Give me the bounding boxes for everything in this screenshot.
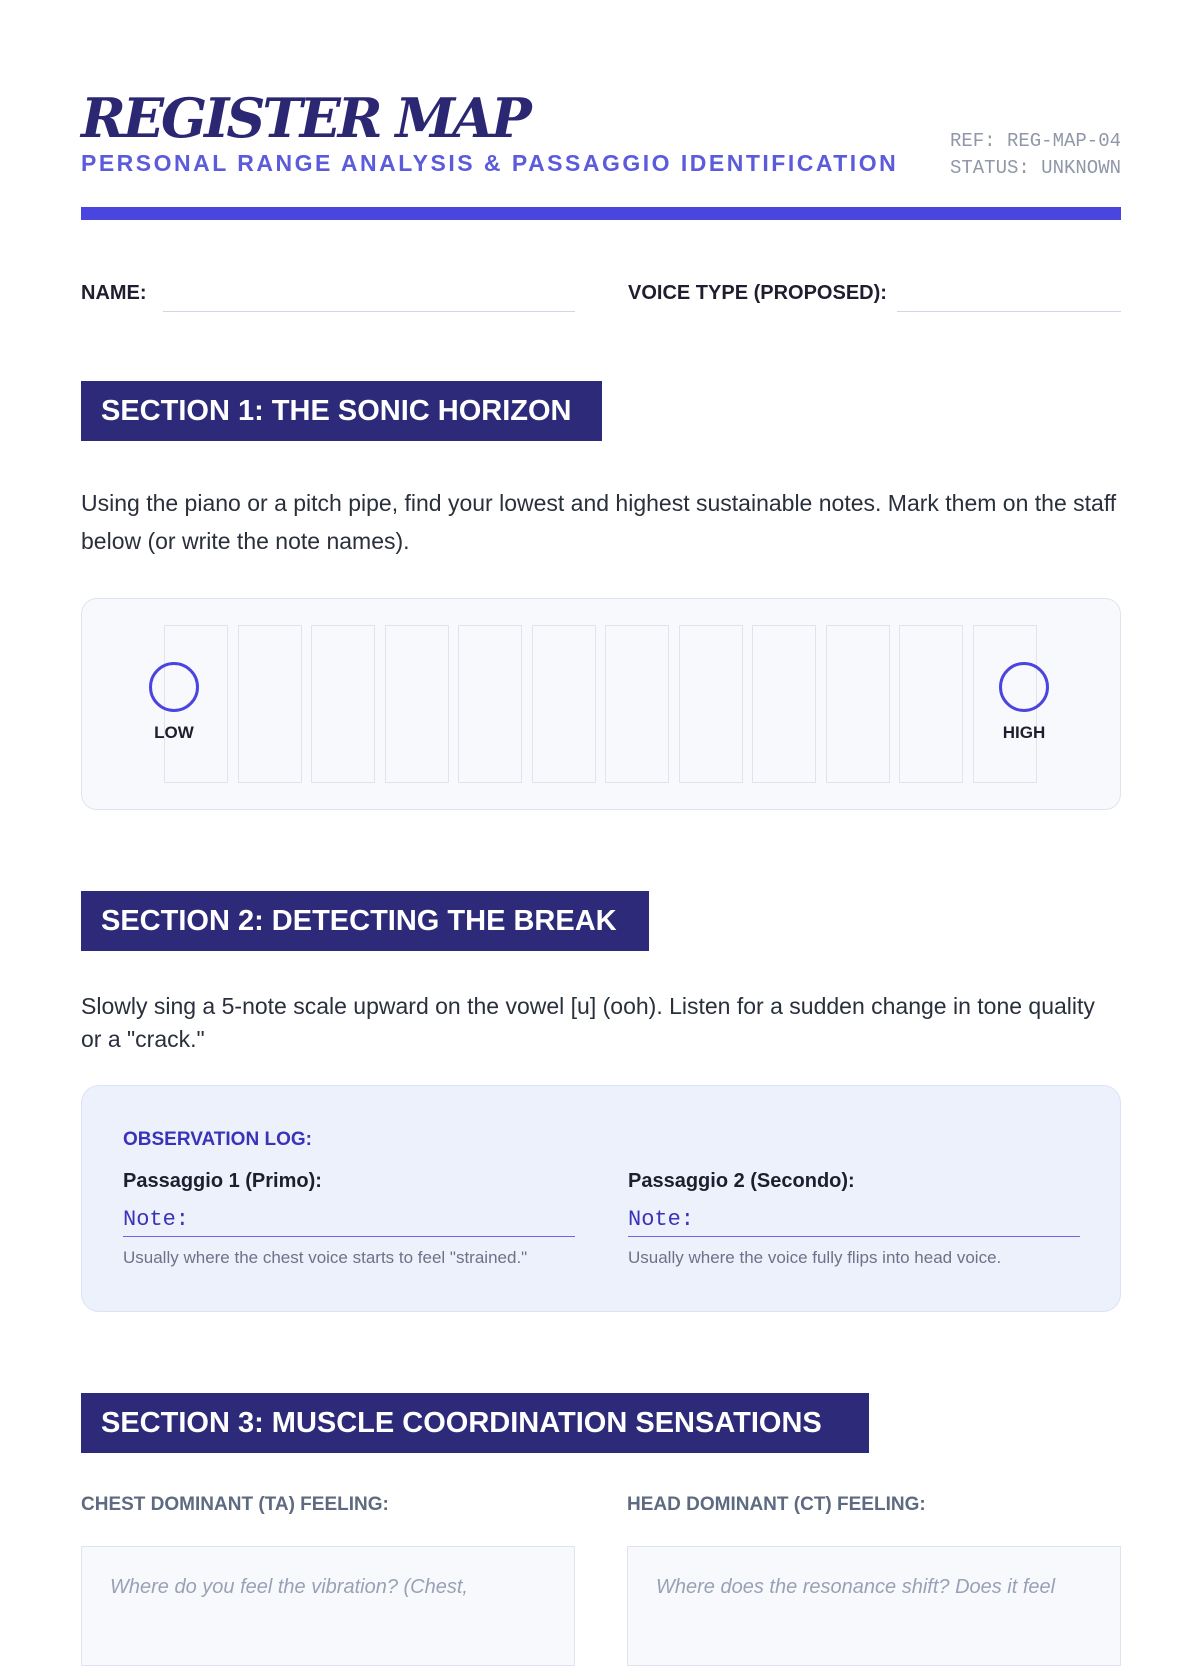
name-label: NAME: bbox=[81, 282, 147, 304]
section-1-instructions: Using the piano or a pitch pipe, find your lowest and highest sustainable notes. Mark them on the staff below (or write the note names). bbox=[81, 490, 1117, 554]
piano-key[interactable] bbox=[679, 625, 743, 783]
chest-feeling-input[interactable] bbox=[81, 1546, 575, 1666]
head-feeling-input[interactable] bbox=[627, 1546, 1121, 1666]
piano-key[interactable] bbox=[752, 625, 816, 783]
passaggio-1-label: Passaggio 1 (Primo): bbox=[123, 1170, 322, 1192]
passaggio-2-hint: Usually where the voice fully flips into head voice. bbox=[628, 1248, 1002, 1267]
high-note-label: HIGH bbox=[1002, 723, 1046, 742]
piano-key[interactable] bbox=[899, 625, 963, 783]
observation-log-title: OBSERVATION LOG: bbox=[123, 1129, 312, 1150]
low-note-marker[interactable] bbox=[149, 662, 199, 712]
section-1-heading: SECTION 1: THE SONIC HORIZON bbox=[81, 381, 602, 441]
passaggio-2-group bbox=[628, 1170, 1080, 1268]
worksheet-page bbox=[81, 0, 1121, 1600]
head-feeling-label: HEAD DOMINANT (CT) FEELING: bbox=[627, 1494, 926, 1515]
name-field[interactable] bbox=[163, 311, 575, 312]
observation-log bbox=[81, 1085, 1121, 1312]
status-text: STATUS: UNKNOWN bbox=[949, 157, 1121, 179]
voice-type-field[interactable] bbox=[897, 311, 1121, 312]
piano-key[interactable] bbox=[605, 625, 669, 783]
passaggio-1-group bbox=[123, 1170, 575, 1268]
page-title: REGISTER MAP bbox=[81, 86, 529, 150]
piano-key[interactable] bbox=[458, 625, 522, 783]
reference-code: REF: REG-MAP-04 bbox=[949, 130, 1121, 152]
chest-feeling-label: CHEST DOMINANT (TA) FEELING: bbox=[81, 1494, 389, 1515]
passaggio-2-label: Passaggio 2 (Secondo): bbox=[628, 1170, 855, 1192]
section-2-instructions: Slowly sing a 5-note scale upward on the vowel [u] (ooh). Listen for a sudden change in tone quality or a "crack." bbox=[81, 993, 1095, 1052]
piano-key[interactable] bbox=[532, 625, 596, 783]
passaggio-2-note-input[interactable] bbox=[628, 1203, 1080, 1237]
range-keyboard bbox=[81, 598, 1121, 810]
piano-key[interactable] bbox=[238, 625, 302, 783]
low-note-label: LOW bbox=[154, 723, 194, 742]
passaggio-1-note-input[interactable] bbox=[123, 1203, 575, 1237]
piano-key[interactable] bbox=[385, 625, 449, 783]
page-subtitle: PERSONAL RANGE ANALYSIS & PASSAGGIO IDENTIFICATION bbox=[81, 150, 899, 176]
header-divider bbox=[81, 207, 1121, 220]
reference-block bbox=[950, 128, 1121, 182]
high-note-marker[interactable] bbox=[999, 662, 1049, 712]
passaggio-1-hint: Usually where the chest voice starts to feel "strained." bbox=[123, 1248, 528, 1267]
piano-key[interactable] bbox=[311, 625, 375, 783]
voice-type-label: VOICE TYPE (PROPOSED): bbox=[628, 282, 887, 304]
section-3-heading: SECTION 3: MUSCLE COORDINATION SENSATIONS bbox=[81, 1393, 869, 1453]
section-2-heading: SECTION 2: DETECTING THE BREAK bbox=[81, 891, 649, 951]
piano-key[interactable] bbox=[826, 625, 890, 783]
